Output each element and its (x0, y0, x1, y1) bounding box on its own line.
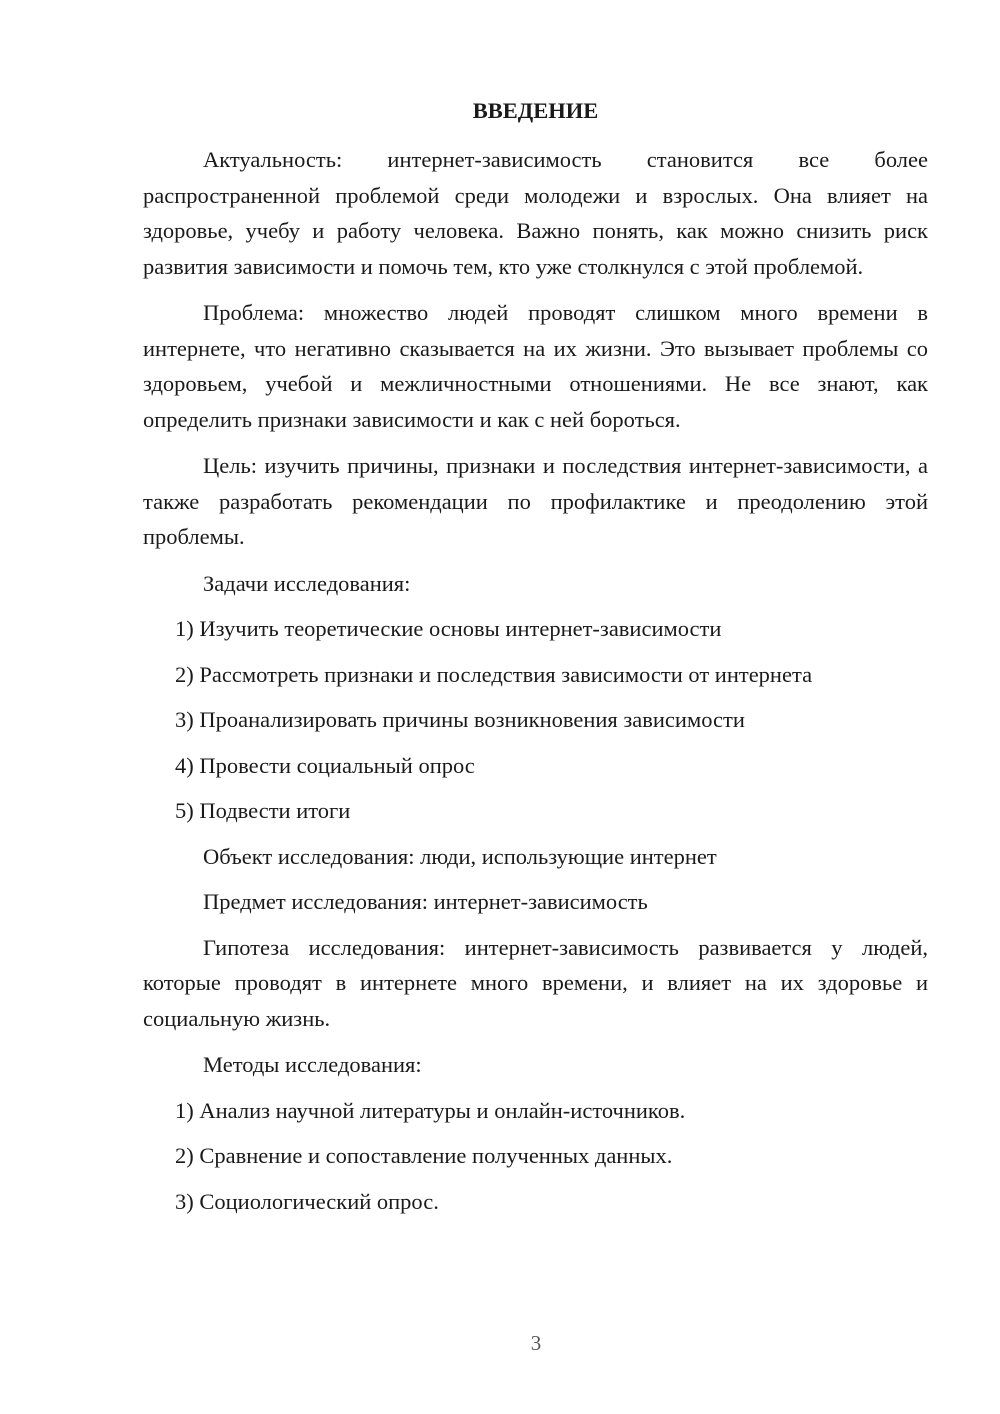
page-content (143, 94, 928, 1229)
relevance-paragraph: Актуальность: интернет-зависимость становится все более распространенной проблемой среди молодежи и взрослых. Она влияет на здоровье, учебу и работу человека. Важно понять, как можно снизить риск развития зависимости и помочь тем, кто уже столкнулся с этой проблемой. (143, 147, 928, 279)
list-item: 3) Социологический опрос. (175, 1188, 439, 1214)
research-object: Объект исследования: люди, использующие интернет (203, 843, 717, 869)
list-item: 1) Анализ научной литературы и онлайн-источников. (175, 1097, 686, 1123)
problem-paragraph: Проблема: множество людей проводят слишком много времени в интернете, что негативно сказывается на их жизни. Это вызывает проблемы со здоровьем, учебой и межличностными отношениями. Не все знают, как определить признаки зависимости и как с ней бороться. (143, 300, 928, 432)
list-item: 2) Рассмотреть признаки и последствия зависимости от интернета (175, 661, 813, 687)
goal-paragraph: Цель: изучить причины, признаки и последствия интернет-зависимости, а также разработать рекомендации по профилактике и преодолению этой проблемы. (143, 453, 928, 549)
methods-heading: Методы исследования: (203, 1052, 422, 1077)
list-item: 5) Подвести итоги (175, 798, 351, 823)
list-item: 2) Сравнение и сопоставление полученных данных. (175, 1143, 673, 1168)
tasks-list (143, 611, 928, 828)
hypothesis-paragraph: Гипотеза исследования: интернет-зависимость развивается у людей, которые проводят в интернете много времени, и влияет на их здоровье и социальную жизнь. (143, 934, 928, 1031)
section-title: ВВЕДЕНИЕ (472, 98, 599, 123)
page-number: 3 (530, 1331, 542, 1355)
research-subject: Предмет исследования: интернет-зависимость (203, 889, 648, 914)
list-item: 1) Изучить теоретические основы интернет-зависимости (175, 616, 722, 641)
tasks-heading: Задачи исследования: (203, 570, 411, 596)
list-item: 3) Проанализировать причины возникновения зависимости (175, 707, 745, 732)
methods-list (143, 1093, 928, 1219)
list-item: 4) Провести социальный опрос (175, 752, 475, 778)
